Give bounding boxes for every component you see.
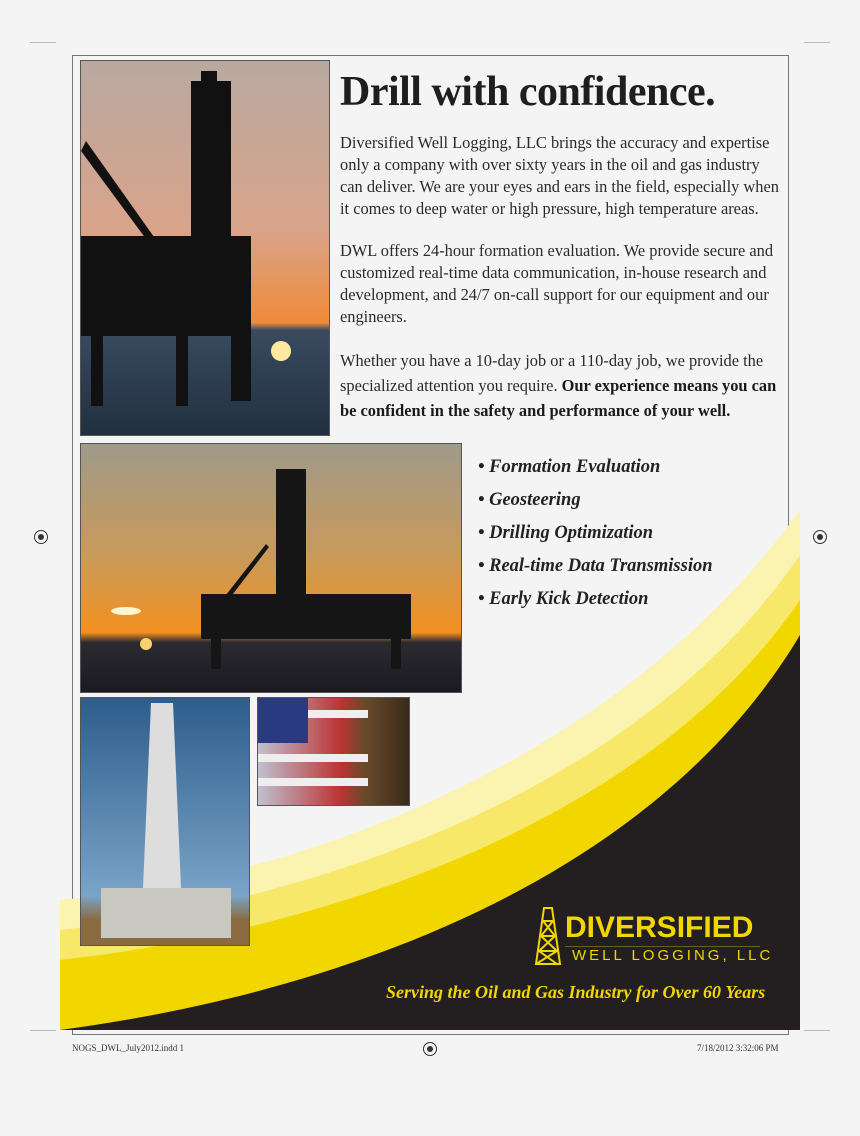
intro-paragraph: Diversified Well Logging, LLC brings the accuracy and expertise only a company with over sixty years in the oil and gas industry can deliver. We are your eyes and ears in the field, especially when it comes to deep water or high pressure, high temperature areas. (340, 133, 779, 218)
closing-paragraph (340, 348, 780, 423)
photo-offshore-platform-sunset (80, 443, 462, 693)
list-item: • Early Kick Detection (478, 589, 649, 609)
photo-land-drilling-rig (80, 697, 250, 946)
registration-mark-icon (423, 1042, 437, 1056)
services-list (478, 455, 713, 620)
services-paragraph: DWL offers 24-hour formation evaluation. We provide secure and customized real-time data communication, in-house research and development, and 24/7 on-call support for our equipment and our engineers. (340, 241, 774, 326)
list-item: • Geosteering (478, 490, 581, 510)
page-title: Drill with confidence. (340, 69, 716, 115)
registration-mark-icon (813, 530, 827, 544)
photo-american-flag (257, 697, 410, 806)
logo-name: DIVERSIFIED (565, 911, 754, 944)
photo-offshore-rig-sunset (80, 60, 330, 436)
registration-mark-icon (34, 530, 48, 544)
logo-subtitle: WELL LOGGING, LLC (572, 947, 774, 964)
list-item: • Drilling Optimization (478, 523, 654, 543)
tagline: Serving the Oil and Gas Industry for Over 60 Years (386, 982, 766, 1002)
slug-datetime: 7/18/2012 3:32:06 PM (697, 1043, 779, 1053)
list-item: • Formation Evaluation (478, 457, 661, 477)
list-item: • Real-time Data Transmission (478, 556, 713, 576)
closing-bold-text: Our experience means you can be confident in the safety and performance of your well. (340, 376, 777, 420)
closing-text: Whether you have a 10-day job or a 110-day job, we provide the specialized attention you require. (340, 351, 764, 395)
derrick-logo-icon (533, 906, 563, 968)
slug-filename: NOGS_DWL_July2012.indd 1 (72, 1043, 184, 1053)
